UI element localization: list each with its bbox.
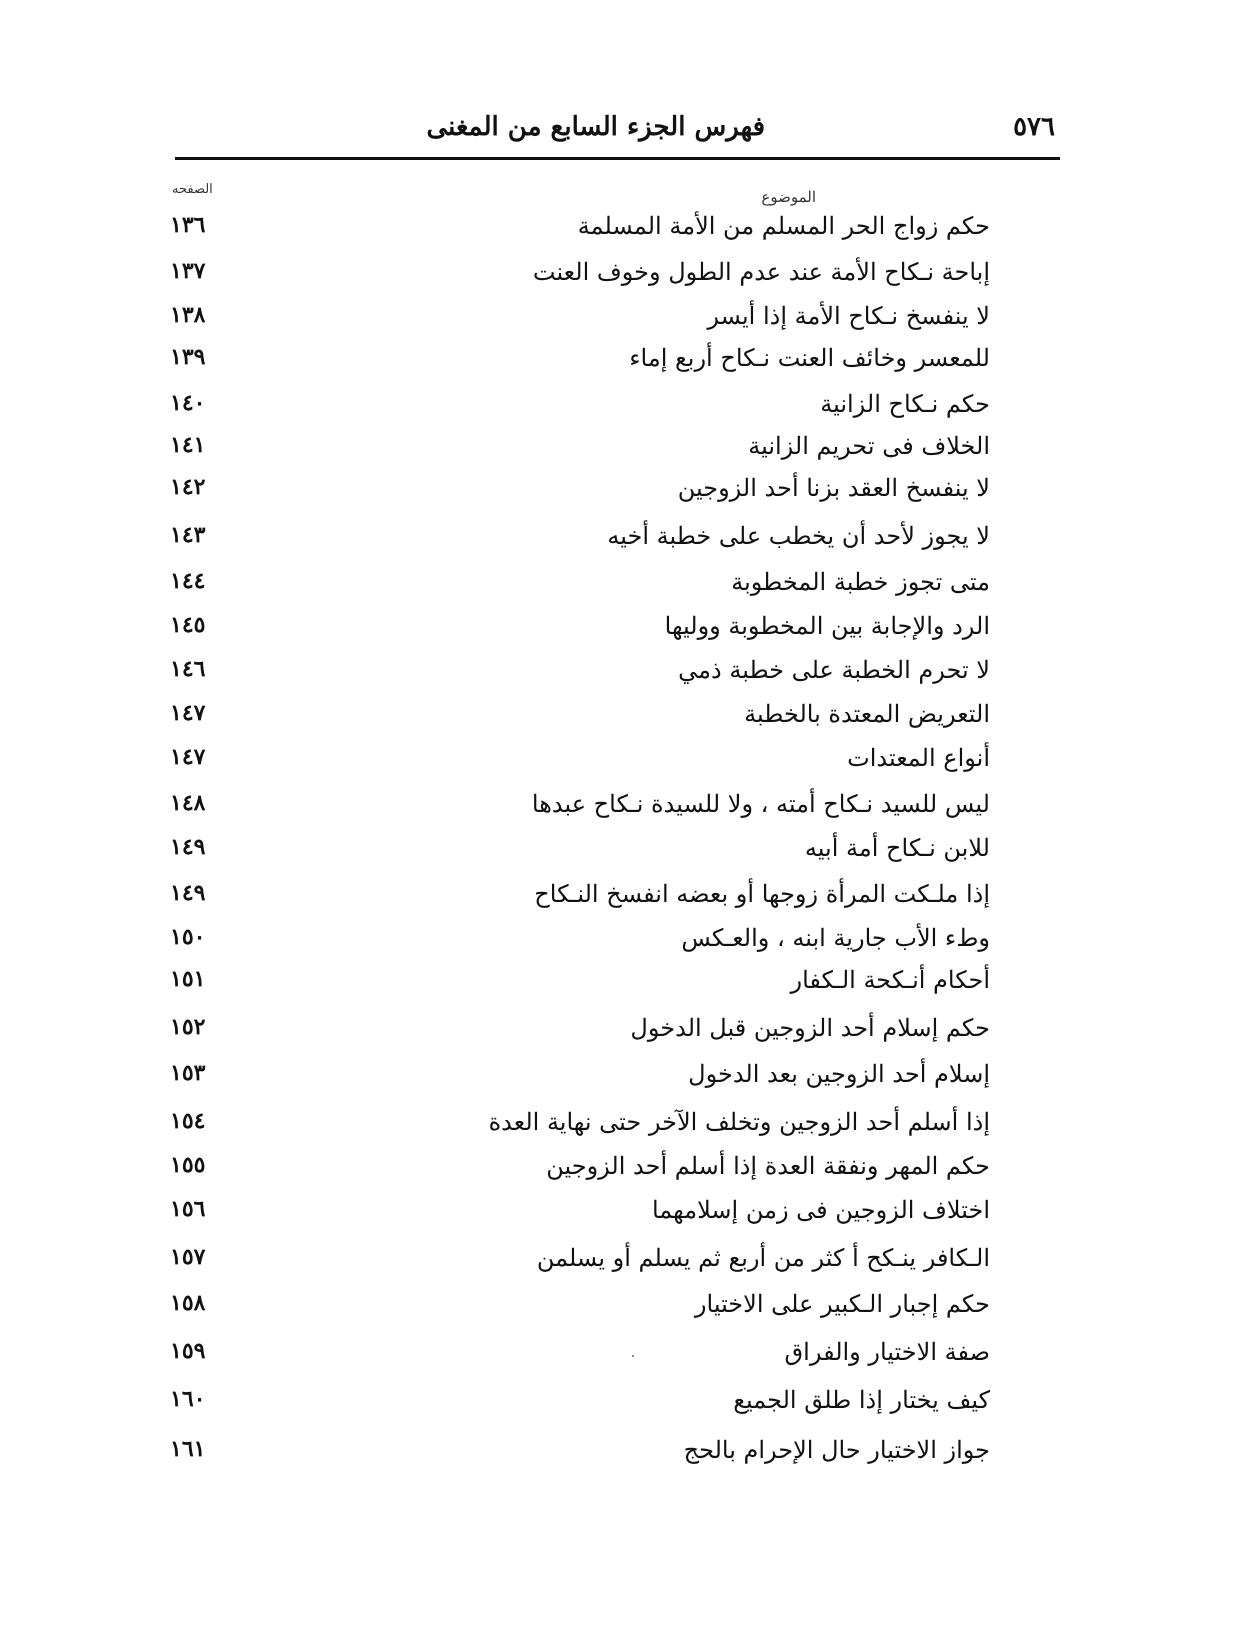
entry-page-number: ١٤٥ [170,612,206,638]
entry-page-number: ١٥٣ [170,1060,206,1086]
entry-topic: للمعسر وخائف العنت نـكاح أربع إماء [629,344,990,372]
entry-topic: أحكام أنـكحة الـكفار [790,966,990,994]
entry-topic: اختلاف الزوجين فى زمن إسلامهما [651,1196,990,1224]
entry-page-number: ١٤٩ [170,880,206,906]
entry-page-number: ١٤٢ [170,474,206,500]
entry-page-number: ١٤٠ [170,390,206,416]
entry-topic: متى تجوز خطبة المخطوبة [731,568,990,596]
entry-topic: حكم المهر ونفقة العدة إذا أسلم أحد الزوجين [546,1152,990,1180]
entry-page-number: ١٤٦ [170,656,206,682]
index-entry [140,1244,1020,1284]
entry-topic: حكم إجبار الـكبير على الاختيار [694,1290,990,1318]
index-entry [140,1290,1020,1330]
entry-topic: حكم نـكاح الزانية [820,390,990,418]
entry-page-number: ١٤٩ [170,834,206,860]
entry-topic: الـكافر ينـكح أ كثر من أربع ثم يسلم أو يسلمن [536,1244,990,1272]
index-entry [140,390,1020,430]
entry-page-number: ١٣٩ [170,344,206,370]
entry-page-number: ١٥٩ [170,1338,206,1364]
entry-topic: لا تحرم الخطبة على خطبة ذمي [678,656,990,684]
index-entry [140,1014,1020,1054]
entry-page-number: ١٥٠ [170,924,206,950]
column-header-topic: الموضوع [761,188,816,206]
index-entry [140,744,1020,784]
index-entry [140,212,1020,252]
entry-topic: إذا أسلم أحد الزوجين وتخلف الآخر حتى نهاية العدة [488,1108,990,1136]
entry-page-number: ١٥٧ [170,1244,206,1270]
entry-topic: الرد والإجابة بين المخطوبة ووليها [664,612,990,640]
entry-page-number: ١٥٨ [170,1290,206,1316]
entry-page-number: ١٥٢ [170,1014,206,1040]
entry-page-number: ١٤٧ [170,744,206,770]
entry-topic: جواز الاختيار حال الإحرام بالحج [683,1436,990,1464]
entry-topic: ليس للسيد نـكاح أمته ، ولا للسيدة نـكاح عبدها [531,790,990,818]
entry-page-number: ١٤١ [170,432,206,458]
entry-topic: التعريض المعتدة بالخطبة [744,700,990,728]
index-entry [140,1436,1020,1476]
index-entry [140,568,1020,608]
index-entry [140,880,1020,920]
index-entry [140,790,1020,830]
index-entry [140,344,1020,384]
index-entry [140,924,1020,964]
index-entry [140,1386,1020,1426]
index-entry [140,700,1020,740]
entry-page-number: ١٤٤ [170,568,206,594]
entry-page-number: ١٤٧ [170,700,206,726]
entry-page-number: ١٤٣ [170,522,206,548]
entry-topic: لا ينفسخ نـكاح الأمة إذا أيسر [707,302,990,330]
entry-topic: وطء الأب جارية ابنه ، والعـكس [681,924,990,952]
entry-page-number: ١٤٨ [170,790,206,816]
entry-topic: لا ينفسخ العقد بزنا أحد الزوجين [677,474,990,502]
entry-page-number: ١٣٨ [170,302,206,328]
entry-topic: للابن نـكاح أمة أبيه [804,834,990,862]
entry-topic: لا يجوز لأحد أن يخطب على خطبة أخيه [607,522,990,550]
entry-topic: إباحة نـكاح الأمة عند عدم الطول وخوف العنت [532,258,990,286]
index-entry [140,302,1020,342]
index-entry [140,1108,1020,1148]
index-entry [140,612,1020,652]
entry-topic: إذا ملـكت المرأة زوجها أو بعضه انفسخ النـكاح [534,880,990,908]
entry-page-number: ١٣٦ [170,212,206,238]
index-entry [140,522,1020,562]
entry-page-number: ١٦٠ [170,1386,206,1412]
index-entry [140,432,1020,472]
index-entry [140,1152,1020,1192]
column-header-page: الصفحه [172,182,213,197]
entry-page-number: ١٥٤ [170,1108,206,1134]
entry-topic: إسلام أحد الزوجين بعد الدخول [688,1060,990,1088]
scan-speck [632,1355,634,1357]
index-entry [140,1338,1020,1378]
entry-topic: كيف يختار إذا طلق الجميع [733,1386,990,1414]
index-entry [140,656,1020,696]
entry-page-number: ١٦١ [170,1436,206,1462]
index-entry [140,966,1020,1006]
index-entry [140,834,1020,874]
entry-page-number: ١٥١ [170,966,206,992]
index-entry [140,1060,1020,1100]
entry-topic: أنواع المعتدات [847,744,990,772]
entry-page-number: ١٣٧ [170,258,206,284]
entry-page-number: ١٥٦ [170,1196,206,1222]
running-title: فهرس الجزء السابع من المغنى [426,112,765,142]
index-entry [140,258,1020,298]
index-entry [140,474,1020,514]
entry-topic: حكم زواج الحر المسلم من الأمة المسلمة [577,212,990,240]
entry-page-number: ١٥٥ [170,1152,206,1178]
page-number: ٥٧٦ [1013,112,1055,142]
entry-topic: الخلاف فى تحريم الزانية [748,432,990,460]
index-entry [140,1196,1020,1236]
entry-topic: صفة الاختيار والفراق [784,1338,990,1366]
entry-topic: حكم إسلام أحد الزوجين قبل الدخول [630,1014,990,1042]
